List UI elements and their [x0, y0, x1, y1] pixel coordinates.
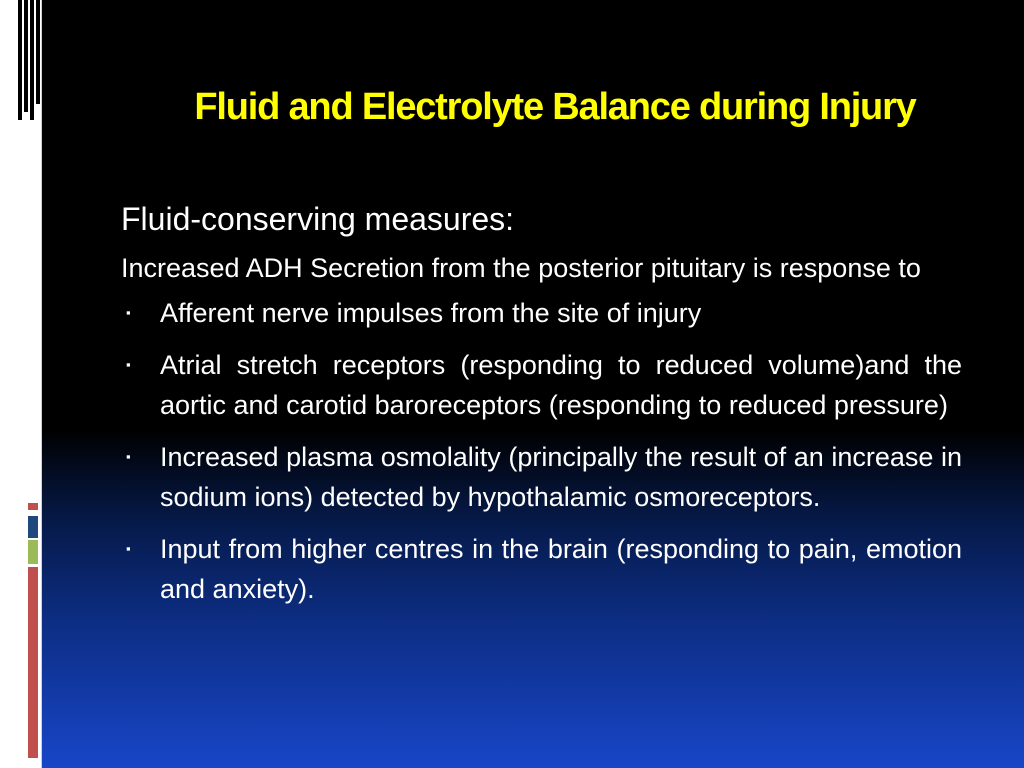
bullet-text: Input from higher centres in the brain (responding to pain, emotion and anxiety). — [160, 534, 962, 604]
decorative-color-blocks — [28, 503, 38, 758]
list-item — [121, 345, 962, 425]
bullet-icon: ▪ — [126, 357, 131, 372]
list-item — [121, 293, 962, 333]
bullet-text: Increased plasma osmolality (principally the result of an increase in sodium ions) detected by hypothalamic osmoreceptors. — [160, 442, 962, 512]
bullet-text: Afferent nerve impulses from the site of injury — [160, 298, 702, 328]
bullet-list — [121, 293, 962, 609]
section-heading: Fluid-conserving measures: — [121, 201, 515, 237]
list-item — [121, 437, 962, 517]
slide-body — [121, 198, 962, 621]
decorative-side-band — [0, 0, 42, 768]
bullet-text: Atrial stretch receptors (responding to reduced volume)and the aortic and carotid baroreceptors (responding to reduced pressure) — [160, 350, 962, 420]
decorative-stripes-top — [18, 0, 41, 120]
bullet-icon: ▪ — [126, 305, 131, 320]
bullet-icon: ▪ — [126, 449, 131, 464]
list-item — [121, 529, 962, 609]
slide-title: Fluid and Electrolyte Balance during Injury — [194, 86, 916, 128]
intro-paragraph: Increased ADH Secretion from the posterior pituitary is response to — [121, 253, 921, 283]
bullet-icon: ▪ — [126, 541, 131, 556]
